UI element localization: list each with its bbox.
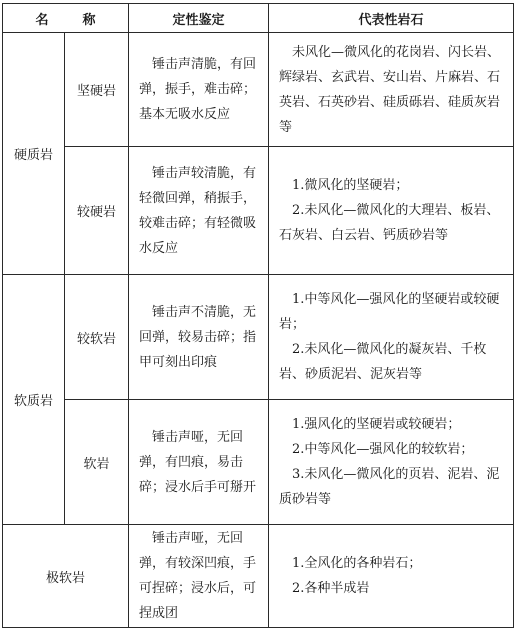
header-name-part-2: 称: [82, 12, 96, 28]
rock-name: 较硬岩: [65, 147, 129, 275]
header-name-part-1: 名: [35, 12, 49, 28]
qualitative-description: 锤击声哑，无回弹，有凹痕，易击碎；浸水后手可掰开: [129, 400, 269, 525]
table-row: [3, 33, 514, 147]
rock-item: 3.未风化—微风化的页岩、泥岩、泥质砂岩等: [279, 467, 500, 507]
qualitative-description: 锤击声哑，无回弹，有较深凹痕，手可捏碎；浸水后，可捏成团: [129, 525, 269, 628]
group-very-soft-rock: 极软岩: [3, 525, 129, 628]
representative-rocks: [269, 400, 514, 525]
header-row: [3, 4, 514, 33]
rock-item: 未风化—微风化的花岗岩、闪长岩、辉绿岩、玄武岩、安山岩、片麻岩、石英岩、石英砂岩、硅质砾岩、硅质灰岩等: [279, 44, 501, 135]
qualitative-description: 锤击声不清脆，无回弹，较易击碎；指甲可刻出印痕: [129, 275, 269, 400]
rock-item: 1.强风化的坚硬岩或较硬岩；: [292, 417, 461, 432]
rock-item: 2.中等风化—强风化的较软岩；: [292, 442, 474, 457]
qualitative-description: 锤击声较清脆，有轻微回弹，稍振手，较难击碎；有轻微吸水反应: [129, 147, 269, 275]
table-row: [3, 275, 514, 400]
header-qualitative: 定性鉴定: [129, 4, 269, 33]
header-name: [3, 4, 129, 33]
rock-item: 1.全风化的各种岩石；: [292, 556, 422, 571]
group-hard-rock: 硬质岩: [3, 33, 65, 275]
header-representative: 代表性岩石: [269, 4, 514, 33]
rock-item: 1.微风化的坚硬岩；: [292, 178, 409, 193]
rock-item: 2.未风化—微风化的大理岩、板岩、石灰岩、白云岩、钙质砂岩等: [279, 203, 500, 243]
representative-rocks: [269, 147, 514, 275]
group-soft-rock: 软质岩: [3, 275, 65, 525]
rock-item: 1.中等风化—强风化的坚硬岩或较硬岩；: [279, 292, 500, 332]
representative-rocks: [269, 33, 514, 147]
representative-rocks: [269, 275, 514, 400]
table-row: [3, 400, 514, 525]
rock-classification-table: [2, 3, 514, 628]
table-row: [3, 147, 514, 275]
rock-item: 2.未风化—微风化的凝灰岩、千枚岩、砂质泥岩、泥灰岩等: [279, 342, 487, 382]
rock-name: 软岩: [65, 400, 129, 525]
rock-name: 坚硬岩: [65, 33, 129, 147]
rock-name: 较软岩: [65, 275, 129, 400]
table-row: [3, 525, 514, 628]
representative-rocks: [269, 525, 514, 628]
rock-item: 2.各种半成岩: [292, 581, 370, 596]
qualitative-description: 锤击声清脆，有回弹，振手，难击碎；基本无吸水反应: [129, 33, 269, 147]
